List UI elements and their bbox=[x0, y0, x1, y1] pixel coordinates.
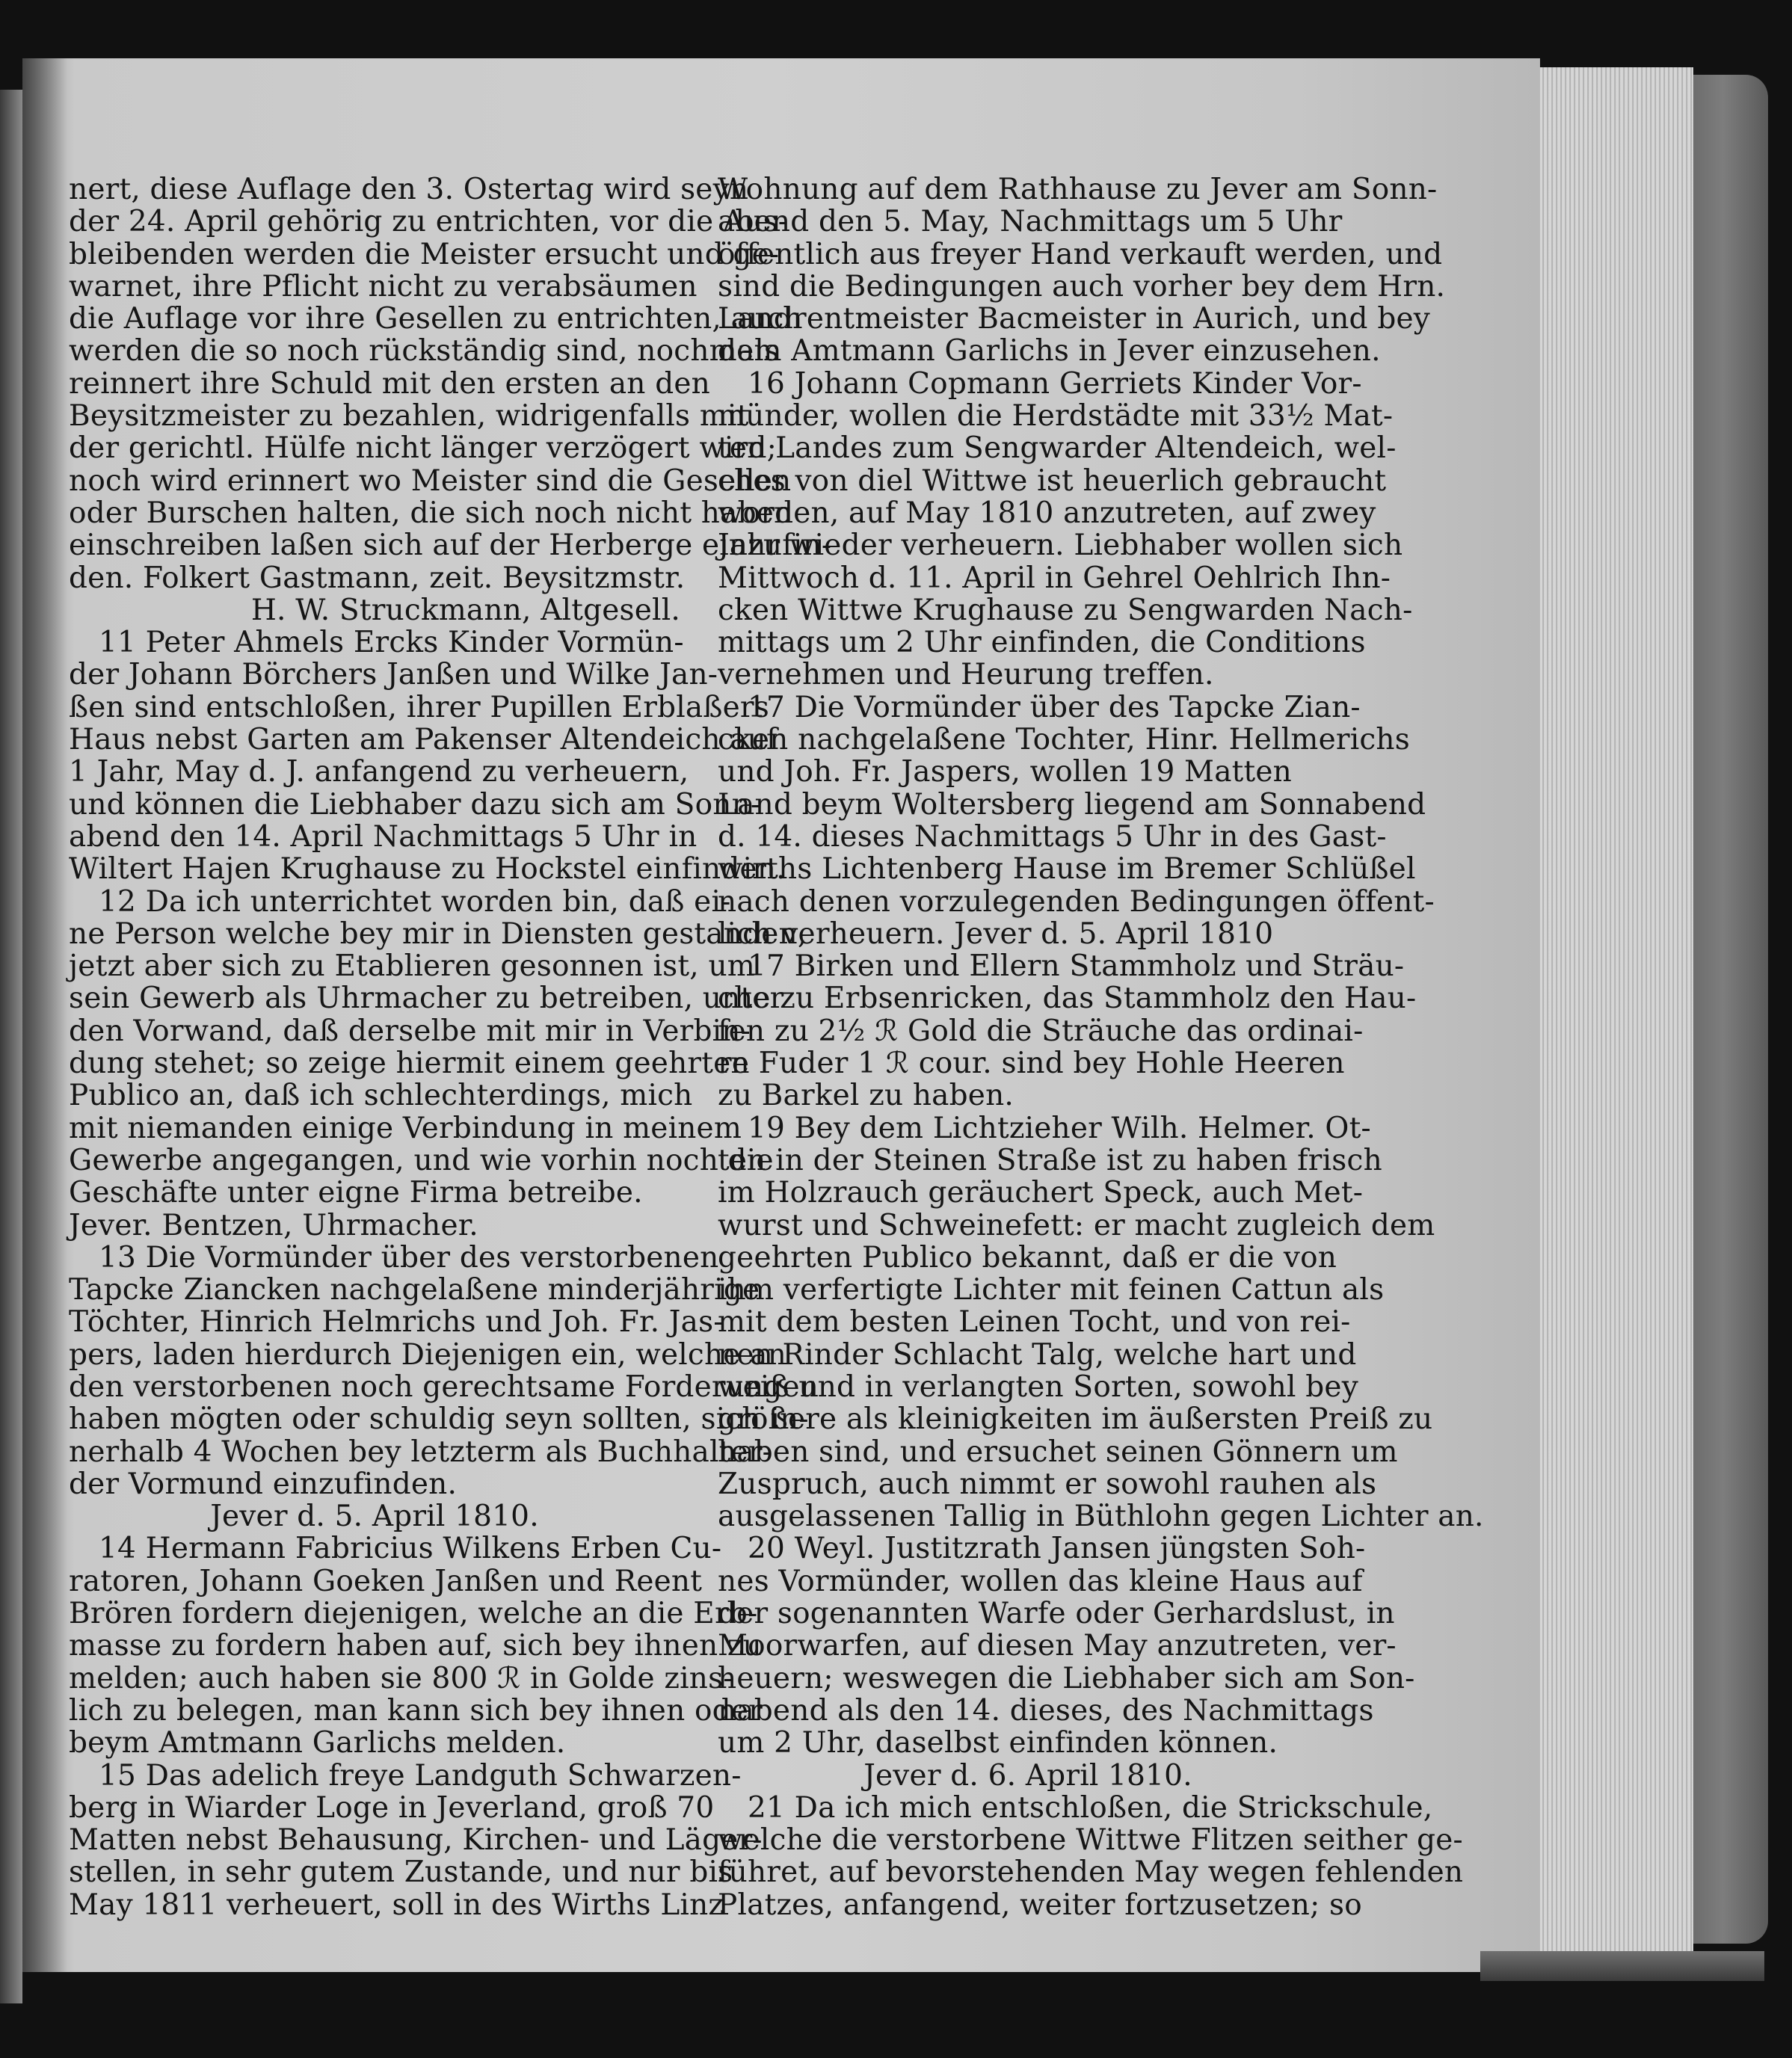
text-line: wirths Lichtenberg Hause im Bremer Schlüßel bbox=[718, 852, 1416, 887]
text-line: 19 Bey dem Lichtzieher Wilh. Helmer. Ot- bbox=[748, 1111, 1371, 1145]
text-line: und Joh. Fr. Jaspers, wollen 19 Matten bbox=[718, 755, 1292, 789]
text-line: der sogenannten Warfe oder Gerhardslust, in bbox=[718, 1597, 1395, 1631]
text-line: nabend als den 14. dieses, des Nachmittags bbox=[718, 1693, 1374, 1728]
text-line: abend den 5. May, Nachmittags um 5 Uhr bbox=[718, 205, 1343, 239]
text-line: H. W. Struckmann, Altgesell. bbox=[250, 593, 680, 627]
text-line: geehrten Publico bekannt, daß er die von bbox=[718, 1240, 1337, 1275]
text-line: berg in Wiarder Loge in Jeverland, groß 70 bbox=[69, 1790, 715, 1825]
text-line: lich zu belegen, man kann sich bey ihnen oder bbox=[69, 1693, 763, 1728]
text-line: nen Rinder Schlacht Talg, welche hart und bbox=[718, 1337, 1357, 1372]
text-line: im Holzrauch geräuchert Speck, auch Met- bbox=[718, 1176, 1364, 1210]
text-line: reinnert ihre Schuld mit den ersten an den bbox=[69, 366, 710, 401]
text-line: Zuspruch, auch nimmt er sowohl rauhen als bbox=[718, 1467, 1377, 1501]
text-line: 12 Da ich unterrichtet worden bin, daß ei- bbox=[99, 884, 731, 919]
text-line: Brören fordern diejenigen, welche an die Erb- bbox=[69, 1597, 758, 1631]
page-block-edges bbox=[1540, 67, 1693, 1959]
text-line: führet, auf bevorstehenden May wegen fehlenden bbox=[718, 1855, 1464, 1890]
text-line: noch wird erinnert wo Meister sind die Gesellen bbox=[69, 463, 792, 498]
text-line: einschreiben laßen sich auf der Herberge einzufin- bbox=[69, 529, 832, 563]
text-line: der gerichtl. Hülfe nicht länger verzögert wird; bbox=[69, 431, 777, 466]
text-line: und können die Liebhaber dazu sich am Sonn- bbox=[69, 787, 761, 822]
text-line: öffentlich aus freyer Hand verkauft werden, und bbox=[718, 237, 1443, 271]
text-line: heuern; weswegen die Liebhaber sich am Son- bbox=[718, 1661, 1415, 1695]
text-line: den. Folkert Gastmann, zeit. Beysitzmstr. bbox=[69, 561, 686, 595]
text-line: ten in der Steinen Straße ist zu haben frisch bbox=[718, 1143, 1382, 1177]
text-line: nach denen vorzulegenden Bedingungen öffent- bbox=[718, 884, 1435, 919]
text-line: haben sind, und ersuchet seinen Gönnern um bbox=[718, 1435, 1398, 1469]
text-line: Mittwoch d. 11. April in Gehrel Oehlrich Ihn- bbox=[718, 561, 1391, 595]
text-line: um 2 Uhr, daselbst einfinden können. bbox=[718, 1726, 1278, 1760]
text-line: größere als kleinigkeiten im äußersten Preiß zu bbox=[718, 1402, 1433, 1437]
text-line: cken nachgelaßene Tochter, Hinr. Hellmerichs bbox=[718, 723, 1410, 757]
text-line: ches von diel Wittwe ist heuerlich gebraucht bbox=[718, 463, 1387, 498]
text-line: warnet, ihre Pflicht nicht zu verabsäumen bbox=[69, 269, 698, 304]
text-line: sein Gewerb als Uhrmacher zu betreiben, unter bbox=[69, 982, 784, 1016]
text-line: Geschäfte unter eigne Firma betreibe. bbox=[69, 1176, 643, 1210]
text-line: der Johann Börchers Janßen und Wilke Jan- bbox=[69, 658, 718, 692]
text-line: 15 Das adelich freye Landguth Schwarzen- bbox=[99, 1758, 742, 1793]
text-line: Tapcke Ziancken nachgelaßene minderjährige bbox=[69, 1273, 760, 1307]
left-text-column bbox=[69, 173, 832, 1922]
text-line: der Vormund einzufinden. bbox=[69, 1467, 458, 1501]
text-line: 16 Johann Copmann Gerriets Kinder Vor- bbox=[748, 366, 1362, 401]
text-line: Jever d. 6. April 1810. bbox=[863, 1758, 1192, 1793]
text-line: Töchter, Hinrich Helmrichs und Joh. Fr. Jas- bbox=[69, 1305, 724, 1340]
text-line: stellen, in sehr gutem Zustande, und nur bis bbox=[69, 1855, 733, 1890]
text-line: zu Barkel zu haben. bbox=[718, 1079, 1014, 1113]
text-line: nes Vormünder, wollen das kleine Haus auf bbox=[718, 1564, 1363, 1598]
text-line: mit dem besten Leinen Tocht, und von rei- bbox=[718, 1305, 1351, 1340]
text-line: vernehmen und Heurung treffen. bbox=[718, 658, 1214, 692]
right-text-column bbox=[718, 173, 1484, 1922]
text-line: melden; auch haben sie 800 ℛ in Golde zins- bbox=[69, 1661, 733, 1695]
text-line: münder, wollen die Herdstädte mit 33½ Mat- bbox=[718, 399, 1394, 434]
text-line: ten Landes zum Sengwarder Altendeich, wel- bbox=[718, 431, 1397, 466]
text-line: ausgelassenen Tallig in Büthlohn gegen Lichter an. bbox=[718, 1500, 1484, 1534]
text-line: Matten nebst Behausung, Kirchen- und Läger- bbox=[69, 1823, 763, 1858]
text-line: mit niemanden einige Verbindung in meinem bbox=[69, 1111, 742, 1145]
text-line: dung stehet; so zeige hiermit einem geehrten bbox=[69, 1047, 750, 1081]
text-line: haben mögten oder schuldig seyn sollten, sich in- bbox=[69, 1402, 809, 1437]
text-line: masse zu fordern haben auf, sich bey ihnen zu bbox=[69, 1629, 762, 1663]
text-line: Haus nebst Garten am Pakenser Altendeich auf bbox=[69, 723, 778, 757]
text-line: Jahr wieder verheuern. Liebhaber wollen sich bbox=[718, 529, 1403, 563]
text-line: nert, diese Auflage den 3. Ostertag wird seyn bbox=[69, 173, 749, 206]
text-line: re Fuder 1 ℛ cour. sind bey Hohle Heeren bbox=[718, 1047, 1345, 1081]
text-line: 13 Die Vormünder über des verstorbenen bbox=[99, 1240, 719, 1275]
text-line: den Vorwand, daß derselbe mit mir in Verbin- bbox=[69, 1014, 751, 1048]
text-line: cken Wittwe Krughause zu Sengwarden Nach- bbox=[718, 593, 1413, 627]
text-line: 14 Hermann Fabricius Wilkens Erben Cu- bbox=[99, 1532, 722, 1566]
text-line: 20 Weyl. Justitzrath Jansen jüngsten Soh- bbox=[748, 1532, 1366, 1566]
text-line: die Auflage vor ihre Gesellen zu entrichten, auch bbox=[69, 302, 803, 336]
text-line: Publico an, daß ich schlechterdings, mich bbox=[69, 1079, 693, 1113]
text-line: Jever d. 5. April 1810. bbox=[210, 1500, 539, 1534]
book-cover-bottom bbox=[1480, 1951, 1764, 1981]
text-line: che zu Erbsenricken, das Stammholz den Hau- bbox=[718, 982, 1417, 1016]
text-line: May 1811 verheuert, soll in des Wirths Linz bbox=[69, 1888, 724, 1922]
text-line: ßen sind entschloßen, ihrer Pupillen Erblaßers bbox=[69, 690, 769, 724]
text-line: ne Person welche bey mir in Diensten gestanden, bbox=[69, 916, 807, 951]
text-line: 17 Die Vormünder über des Tapcke Zian- bbox=[748, 690, 1361, 724]
text-line: wurst und Schweinefett: er macht zugleich dem bbox=[718, 1208, 1435, 1242]
text-line: Moorwarfen, auf diesen May anzutreten, ver- bbox=[718, 1629, 1397, 1663]
text-line: d. 14. dieses Nachmittags 5 Uhr in des Gast- bbox=[718, 819, 1387, 854]
text-line: 11 Peter Ahmels Ercks Kinder Vormün- bbox=[99, 626, 684, 660]
text-line: ratoren, Johann Goeken Janßen und Reent bbox=[69, 1564, 703, 1598]
text-line: welche die verstorbene Wittwe Flitzen seither ge- bbox=[718, 1823, 1463, 1858]
text-line: oder Burschen halten, die sich noch nicht haben bbox=[69, 496, 793, 530]
text-line: Gewerbe angegangen, und wie vorhin noch die bbox=[69, 1143, 774, 1177]
text-line: mittags um 2 Uhr einfinden, die Conditions bbox=[718, 626, 1366, 660]
text-line: werden die so noch rückständig sind, nochmals bbox=[69, 334, 780, 369]
text-line: fen zu 2½ ℛ Gold die Sträuche das ordinai- bbox=[718, 1014, 1364, 1048]
text-line: nerhalb 4 Wochen bey letzterm als Buchhalter- bbox=[69, 1435, 773, 1469]
text-line: den verstorbenen noch gerechtsame Forderungen bbox=[69, 1370, 819, 1404]
text-line: Platzes, anfangend, weiter fortzusetzen; so bbox=[718, 1888, 1362, 1922]
text-line: lich verheuern. Jever d. 5. April 1810 bbox=[718, 916, 1274, 951]
text-line: Wiltert Hajen Krughause zu Hockstel einfinden. bbox=[69, 852, 786, 887]
text-line: Jever. Bentzen, Uhrmacher. bbox=[69, 1208, 478, 1242]
page-gutter-shadow bbox=[22, 58, 67, 1972]
text-line: Landrentmeister Bacmeister in Aurich, und bey bbox=[718, 302, 1430, 336]
text-line: abend den 14. April Nachmittags 5 Uhr in bbox=[69, 819, 698, 854]
text-line: dem Amtmann Garlichs in Jever einzusehen. bbox=[718, 334, 1381, 369]
text-line: jetzt aber sich zu Etablieren gesonnen ist, um bbox=[69, 949, 755, 984]
book-cover-edge bbox=[1693, 75, 1768, 1944]
text-line: ihm verfertigte Lichter mit feinen Cattun als bbox=[718, 1273, 1385, 1307]
text-line: pers, laden hierdurch Diejenigen ein, welche an bbox=[69, 1337, 786, 1372]
text-line: beym Amtmann Garlichs melden. bbox=[69, 1726, 566, 1760]
text-line: sind die Bedingungen auch vorher bey dem Hrn. bbox=[718, 269, 1446, 304]
text-line: worden, auf May 1810 anzutreten, auf zwey bbox=[718, 496, 1376, 530]
text-line: weiß und in verlangten Sorten, sowohl bey bbox=[718, 1370, 1358, 1404]
text-line: Land beym Woltersberg liegend am Sonnabend bbox=[718, 787, 1426, 822]
previous-page-edge bbox=[0, 90, 22, 2003]
text-line: der 24. April gehörig zu entrichten, vor die Aus- bbox=[69, 205, 789, 239]
text-line: Wohnung auf dem Rathhause zu Jever am Sonn- bbox=[718, 173, 1438, 206]
text-line: bleibenden werden die Meister ersucht und ge- bbox=[69, 237, 780, 271]
text-line: 21 Da ich mich entschloßen, die Strickschule, bbox=[748, 1790, 1433, 1825]
text-line: 17 Birken und Ellern Stammholz und Sträu- bbox=[748, 949, 1405, 984]
text-line: 1 Jahr, May d. J. anfangend zu verheuern, bbox=[69, 755, 689, 789]
text-line: Beysitzmeister zu bezahlen, widrigenfalls mit bbox=[69, 399, 749, 434]
